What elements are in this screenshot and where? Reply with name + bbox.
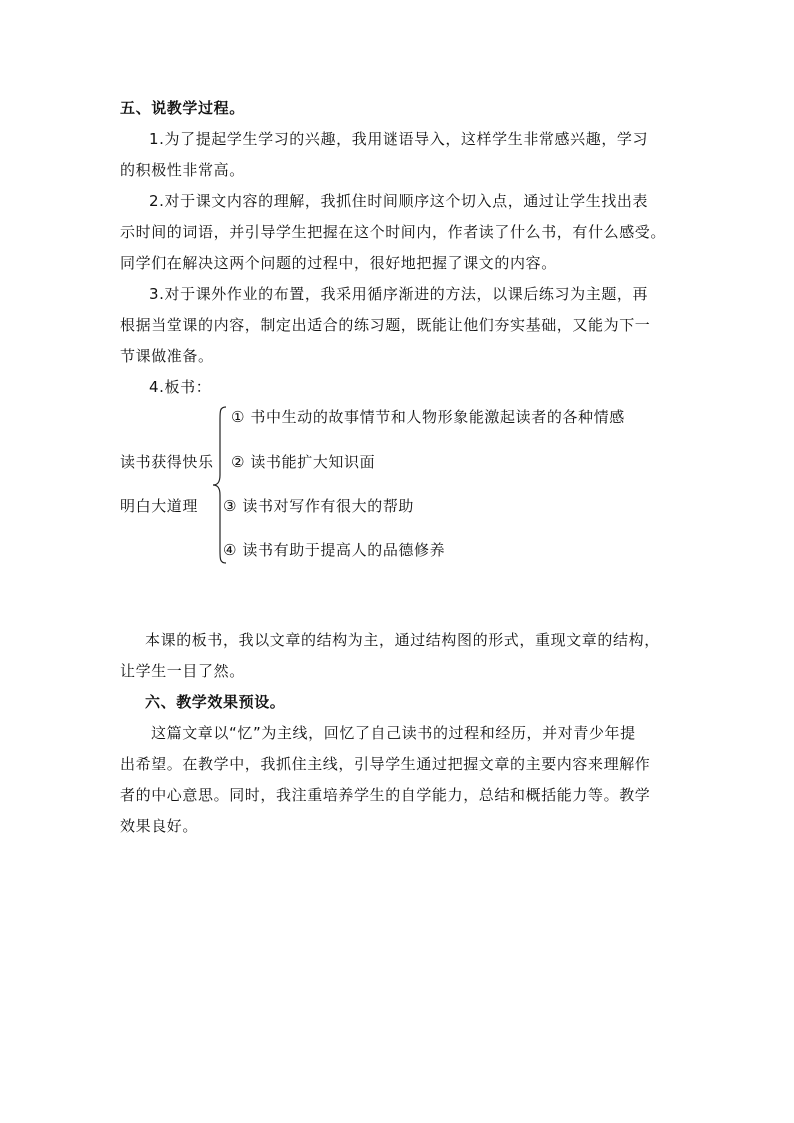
board-note-line-1: 本课的板书，我以文章的结构为主，通过结构图的形式，重现文章的结构， — [145, 631, 660, 649]
paragraph-1-line-1: 1.为了提起学生学习的兴趣，我用谜语导入，这样学生非常感兴趣，学习 — [149, 130, 649, 148]
paragraph-1-line-2: 的积极性非常高。 — [120, 161, 245, 179]
section5-heading: 五、说教学过程。 — [120, 99, 245, 117]
board-note-line-2: 让学生一目了然。 — [120, 662, 245, 680]
paragraph-2-line-2: 示时间的词语，并引导学生把握在这个时间内，作者读了什么书，有什么感受。 — [120, 223, 667, 241]
board-left-title-2: 明白大道理 — [120, 497, 199, 515]
section6-line-3: 者的中心意思。同时，我注重培养学生的自学能力，总结和概括能力等。教学 — [120, 786, 651, 804]
board-item-1: ① 书中生动的故事情节和人物形象能激起读者的各种情感 — [231, 408, 625, 426]
section6-line-2: 出希望。在教学中，我抓住主线，引导学生通过把握文章的主要内容来理解作 — [120, 755, 651, 773]
board-label: 4.板书： — [149, 378, 212, 396]
paragraph-3-line-2: 根据当堂课的内容，制定出适合的练习题，既能让他们夯实基础，又能为下一 — [120, 316, 651, 334]
paragraph-2-line-3: 同学们在解决这两个问题的过程中，很好地把握了课文的内容。 — [120, 254, 557, 272]
board-item-3: ③ 读书对写作有很大的帮助 — [223, 497, 415, 515]
board-item-2: ② 读书能扩大知识面 — [231, 453, 376, 471]
board-left-title-1: 读书获得快乐 — [120, 453, 214, 471]
section6-line-1: 这篇文章以“忆”为主线，回忆了自己读书的过程和经历，并对青少年提 — [151, 724, 636, 742]
section6-heading: 六、教学效果预设。 — [145, 693, 286, 711]
board-item-4: ④ 读书有助于提高人的品德修养 — [223, 541, 446, 559]
section6-line-4: 效果良好。 — [120, 817, 199, 835]
paragraph-2-line-1: 2.对于课文内容的理解，我抓住时间顺序这个切入点，通过让学生找出表 — [149, 192, 649, 210]
paragraph-3-line-1: 3.对于课外作业的布置，我采用循序渐进的方法，以课后练习为主题，再 — [149, 285, 649, 303]
paragraph-3-line-3: 节课做准备。 — [120, 347, 214, 365]
